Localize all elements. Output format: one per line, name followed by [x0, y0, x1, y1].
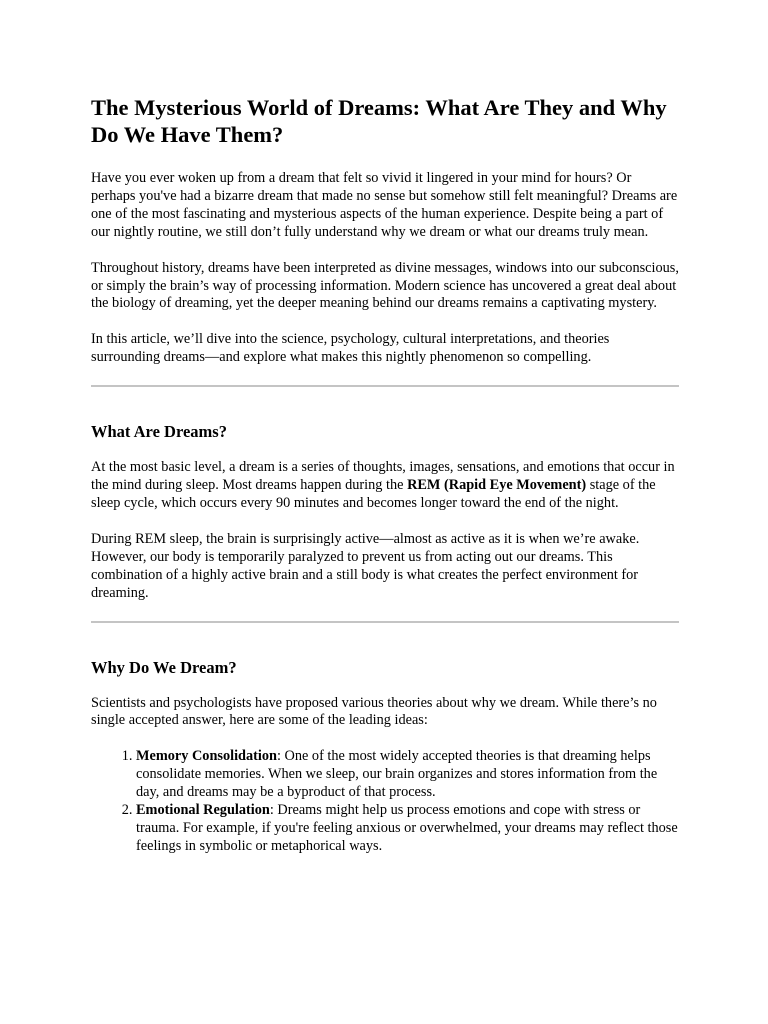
theories-list	[91, 748, 679, 855]
what-paragraph-1	[91, 459, 679, 513]
section-heading-why-do-we-dream: Why Do We Dream?	[91, 657, 237, 677]
section-divider	[91, 385, 679, 387]
intro-paragraph-3: In this article, we’ll dive into the science, psychology, cultural interpretations, and theories surrounding dreams—and explore what makes this nightly phenomenon so compelling.	[91, 331, 610, 366]
list-item-text: : Dreams might help us process emotions and cope with stress or trauma. For example, if you're feeling anxious or overwhelmed, your dreams may reflect those feelings in symbolic or metaphorical ways.	[136, 802, 678, 854]
document-page	[91, 93, 679, 856]
list-item	[136, 748, 679, 802]
list-item-term: Emotional Regulation	[136, 802, 270, 819]
what-paragraph-2: During REM sleep, the brain is surprisingly active—almost as active as it is when we’re awake. However, our body is temporarily paralyzed to prevent us from acting out our dreams. This combination of a highly active brain and a still body is what creates the perfect environment for dreaming.	[91, 530, 640, 601]
list-item	[136, 802, 679, 856]
article-title: The Mysterious World of Dreams: What Are They and Why Do We Have Them?	[91, 95, 667, 147]
intro-paragraph-2: Throughout history, dreams have been interpreted as divine messages, windows into our subconscious, or simply the brain’s way of processing information. Modern science has uncovered a great deal about the biology of dreaming, yet the deeper meaning behind our dreams remains a captivating mystery.	[91, 259, 679, 312]
what-p1-text-end: stage of the sleep cycle, which occurs every 90 minutes and becomes longer toward the end of the night.	[91, 477, 656, 511]
what-p1-text-start: At the most basic level, a dream is a series of thoughts, images, sensations, and emotions that occur in the mind during sleep. Most dreams happen during the	[91, 459, 675, 494]
section-heading-what-are-dreams: What Are Dreams?	[91, 422, 227, 442]
rem-bold-term: REM (Rapid Eye Movement)	[407, 477, 587, 494]
why-paragraph-1: Scientists and psychologists have proposed various theories about why we dream. While there’s no single accepted answer, here are some of the leading ideas:	[91, 694, 657, 729]
intro-paragraph-1: Have you ever woken up from a dream that felt so vivid it lingered in your mind for hours? Or perhaps you've had a bizarre dream that made no sense but somehow still felt meaningful? Dreams are one of the most fascinating and mysterious aspects of the human experience. Despite being a part of our nightly routine, we still don’t fully understand why we dream or what our dreams truly mean.	[91, 170, 678, 240]
section-divider	[91, 621, 679, 623]
list-item-text: : One of the most widely accepted theories is that dreaming helps consolidate memories. When we sleep, our brain organizes and stores information from the day, and dreams may be a byproduct of that process.	[136, 748, 658, 801]
list-item-term: Memory Consolidation	[136, 748, 277, 765]
